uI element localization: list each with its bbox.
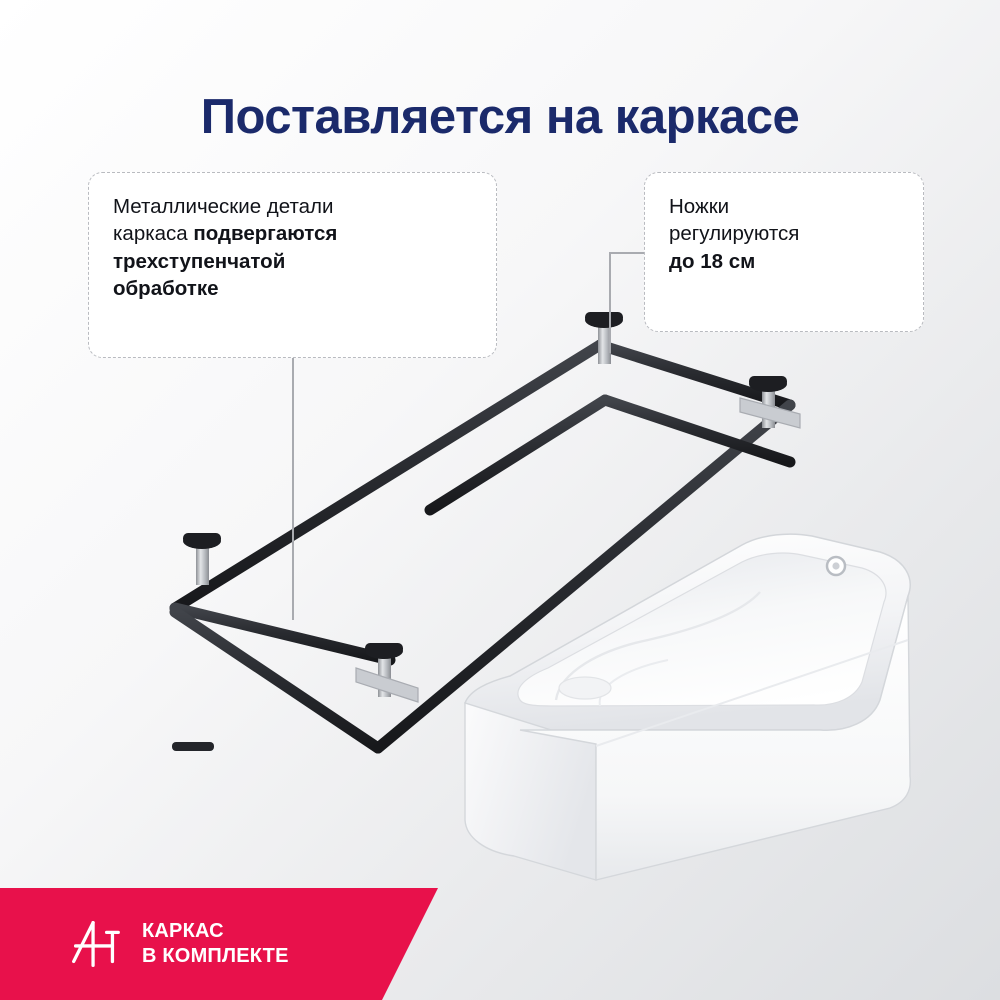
bathtub-front-panel [520,596,910,880]
callout-legs-adjustable [644,172,924,332]
bathtub-rim [465,534,910,730]
callout-frame-treatment [88,172,497,358]
ribbon-text [142,919,289,969]
ribbon-line-1: КАРКАС [142,920,224,942]
leader-line-right-horizontal [609,252,645,254]
callout-left-line-4-bold: обработке [113,276,219,300]
adjustable-leg-rear [585,312,623,364]
bathtub-side-panel [465,703,596,880]
leader-line-right-vertical [609,253,611,353]
callout-left-line-2-bold: подвергаются [193,222,338,246]
callout-right-line-1: Ножки [669,195,730,218]
frame-bracket-front [356,668,418,702]
callout-left-line-3 [113,248,472,275]
callout-right-line-2: регулируются [669,222,800,246]
frame-rail-left-bottom [175,608,390,660]
frame-leg-icon [64,913,126,975]
bathtub-illustration [465,534,910,880]
callout-left-line-4 [113,275,472,302]
callout-right-line-3 [669,248,899,275]
frame-rail-mid-left [430,400,605,510]
callout-right-line-3-bold: до 18 см [669,249,756,273]
adjustable-leg-right [740,376,800,428]
frame-bracket-right [740,398,800,428]
bathtub-bowl [518,553,886,706]
frame-rail-mid [605,400,790,462]
frame-rail-diagonal [378,405,790,748]
ribbon-line-2: В КОМПЛЕКТЕ [142,945,289,967]
callout-left-line-2 [113,220,472,247]
leader-line-left [292,358,294,620]
page-title: Поставляется на каркасе [200,89,800,144]
adjustable-leg-left [183,533,221,585]
callout-left-line-2-normal: каркаса [113,222,194,246]
callout-left-line-3-bold: трехступенчатой [113,249,286,273]
frame-included-ribbon [0,888,382,1000]
frame-rail-long-left [175,345,600,608]
callout-left-line-1: Металлические детали [113,195,334,218]
adjustable-leg-front [356,643,418,702]
frame-foot-left [172,742,214,751]
frame-rail-top-right [600,345,790,405]
overflow-hole [827,557,845,575]
frame-rail-bottom [175,612,378,748]
support-frame [172,312,800,903]
